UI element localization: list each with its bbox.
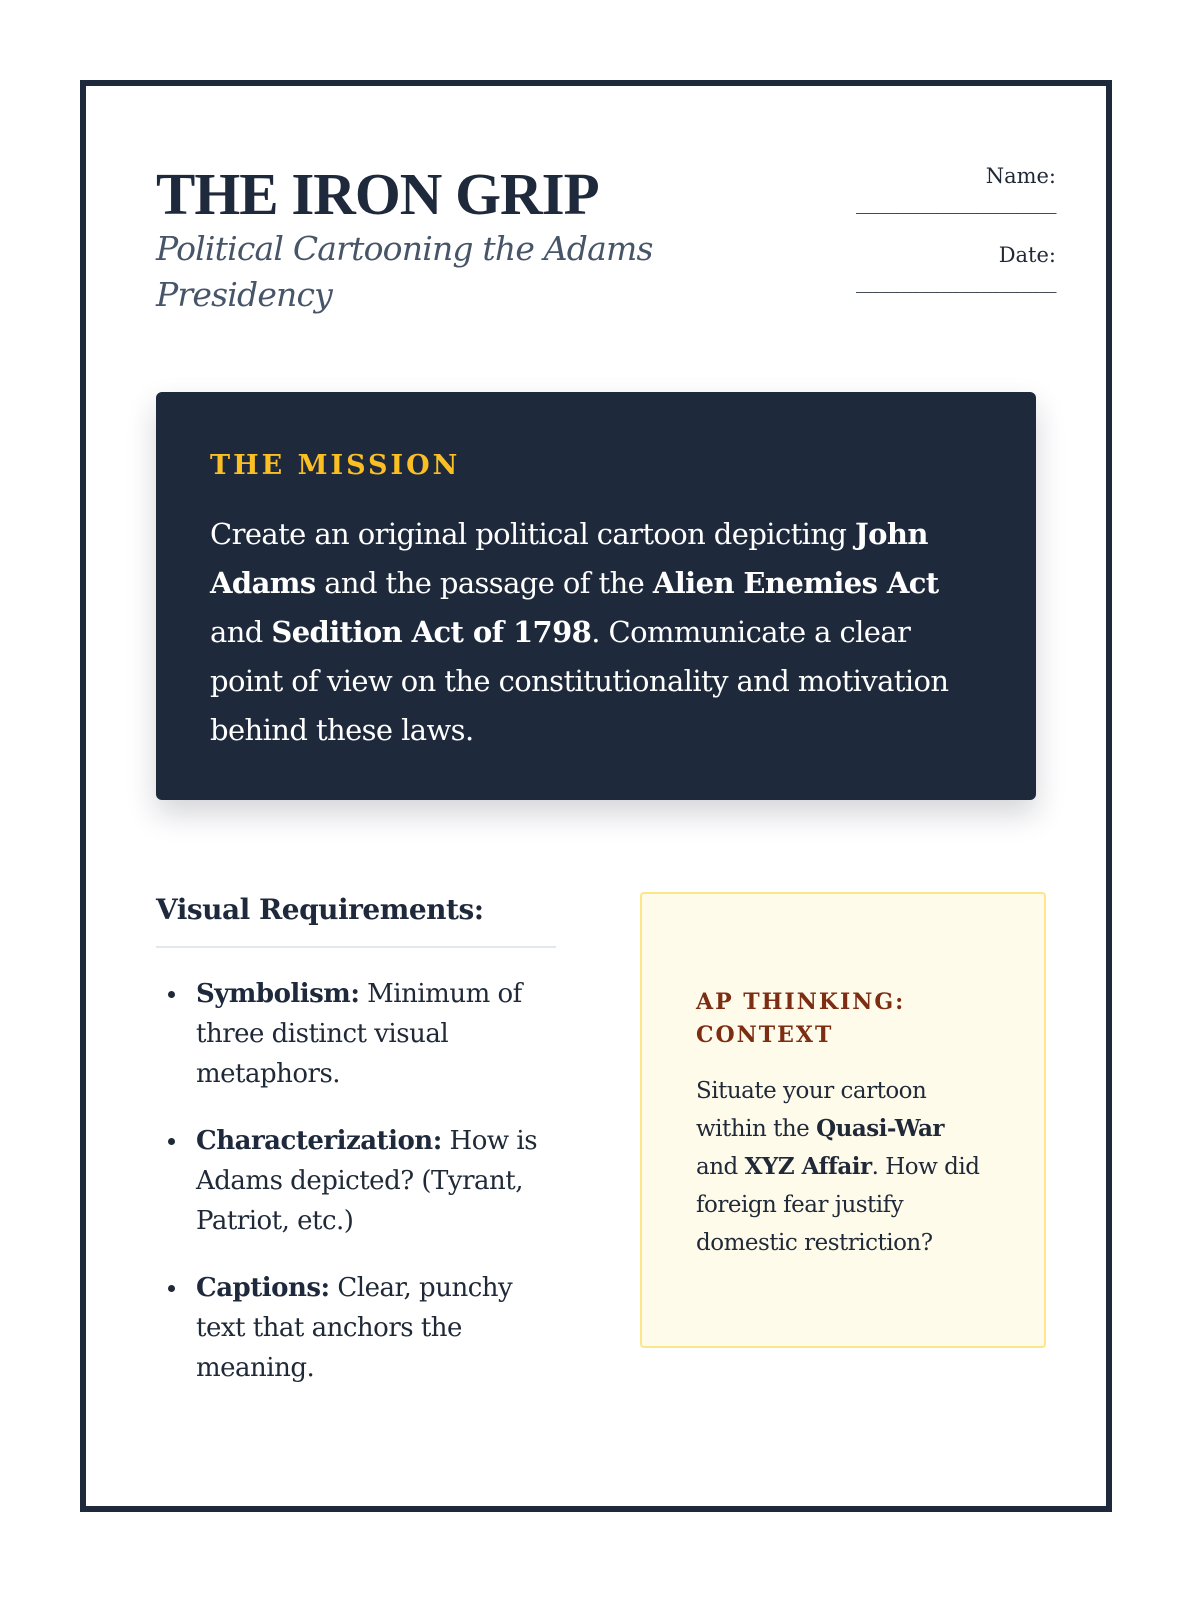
list-item <box>156 1121 556 1241</box>
list-item <box>156 974 556 1094</box>
context-heading: AP THINKING: CONTEXT <box>696 989 906 1048</box>
mission-emphasis-sedition-act: Sedition Act of 1798 <box>271 615 592 649</box>
bullet-icon <box>168 991 175 998</box>
context-text-part: . How did foreign fear justify domestic restriction? <box>696 1154 980 1256</box>
mission-text <box>210 510 982 755</box>
list-item <box>156 1268 556 1388</box>
mission-heading: THE MISSION <box>210 450 461 481</box>
date-label: Date: <box>998 243 1056 267</box>
mission-text-part: and the passage of the <box>315 566 653 600</box>
worksheet-header <box>156 162 1056 322</box>
requirement-label: Captions: <box>196 1273 330 1303</box>
requirement-text: Clear, punchy text that anchors the meaning. <box>196 1273 513 1383</box>
bullet-icon <box>168 1285 175 1292</box>
ap-thinking-context-box <box>640 892 1046 1348</box>
page-subtitle: Political Cartooning the Adams Presidency <box>156 229 653 314</box>
bullet-icon <box>168 1138 175 1145</box>
requirement-label: Characterization: <box>196 1126 442 1156</box>
mission-text-part: . Communicate a clear point of view on the constitutionality and motivation behind these laws. <box>210 615 949 747</box>
requirement-label: Symbolism: <box>196 979 360 1009</box>
context-text-part: Situate your cartoon within the <box>696 1078 927 1142</box>
requirement-text: Minimum of three distinct visual metaphors. <box>196 979 522 1089</box>
mission-text-part: Create an original political cartoon depicting <box>210 517 856 551</box>
context-text-part: and <box>696 1154 745 1180</box>
requirements-heading: Visual Requirements: <box>156 886 556 948</box>
requirement-text: How is Adams depicted? (Tyrant, Patriot, etc.) <box>196 1126 538 1236</box>
date-field[interactable]: ____________________ <box>856 269 1056 293</box>
name-field[interactable]: ____________________ <box>856 190 1056 214</box>
page-title: THE IRON GRIP <box>156 161 599 227</box>
context-emphasis-xyz-affair: XYZ Affair <box>744 1153 872 1180</box>
mission-emphasis-john-adams: John Adams <box>210 517 928 600</box>
name-label: Name: <box>985 164 1056 188</box>
context-emphasis-quasi-war: Quasi-War <box>816 1115 945 1142</box>
mission-panel <box>156 392 1036 800</box>
worksheet-page <box>80 80 1112 1512</box>
student-fields <box>716 162 1056 320</box>
mission-emphasis-alien-enemies-act: Alien Enemies Act <box>652 566 939 600</box>
context-text <box>696 1072 990 1262</box>
requirements-list <box>156 974 556 1388</box>
visual-requirements-section <box>156 886 556 1415</box>
mission-text-part: and <box>210 615 272 649</box>
